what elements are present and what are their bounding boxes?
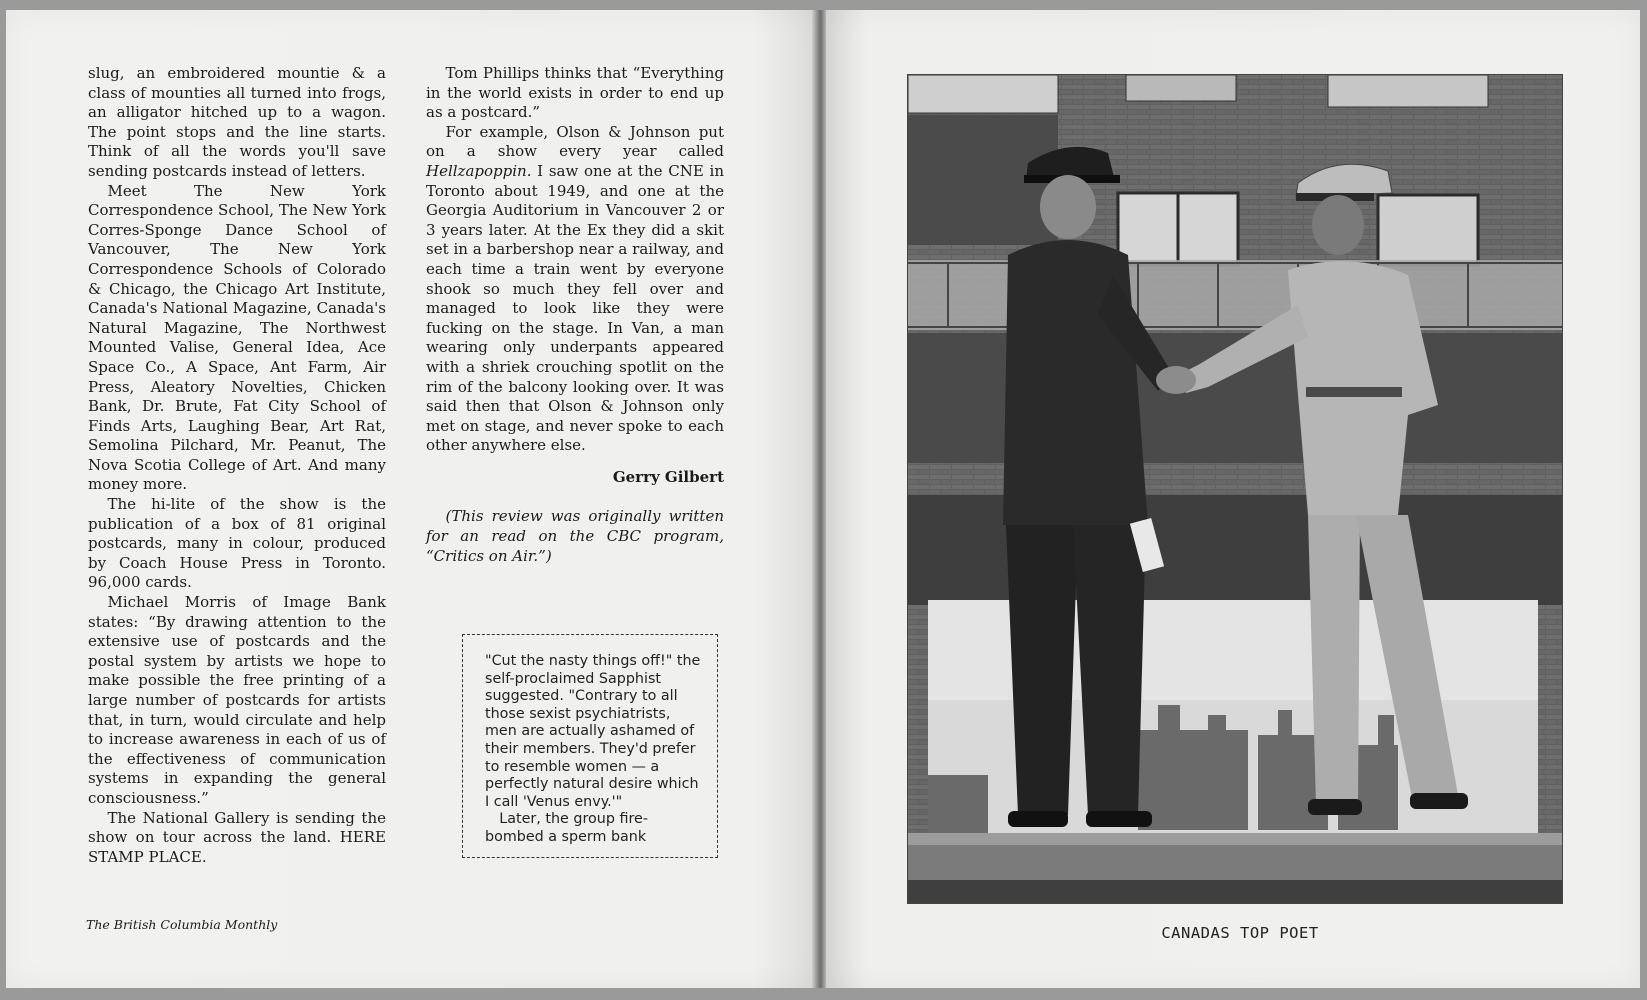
- photograph-two-men-handshake: [907, 74, 1563, 904]
- paragraph-text: I saw one at the CNE in Toronto about 1949, and one at the Georgia Auditorium in Vancouver 2 or 3 years later. At the Ex they did a skit set in a barbershop near a railway, and each time a train went by everyone shook so much they fell over and managed to look like they were fucking on the stage. In Van, a man wearing only underpants appeared with a shriek crouching spotlit on the rim of the balcony looking over. It was said then that Olson & Johnson only met on stage, and never spoke to each other anywhere else.: [426, 161, 724, 455]
- pasted-clipping: [462, 634, 718, 858]
- paragraph-text: For example, Olson & Johnson put on a show every year called: [426, 122, 724, 161]
- paragraph: The National Gallery is sending the show on tour across the land. HERE STAMP PLACE.: [88, 808, 386, 866]
- paragraph: Michael Morris of Image Bank states: “By drawing attention to the extensive use of postcards and the postal system by artists we hope to make possible the free printing of a large number of postcards for artists that, in turn, would circulate and help to increase awareness in each of us of the effectiveness of communication systems in expanding the general consciousness.”: [88, 593, 386, 807]
- show-title: Hellzapoppin.: [426, 161, 532, 180]
- paragraph: Meet The New York Correspondence School, The New York Corres-Sponge Dance School of Vancouver, The New York Correspondence Schools of Colorado & Chicago, the Chicago Art Institute, Canada's National Magazine, Canada's Natural Magazine, The Northwest Mounted Valise, General Idea, Ace Space Co., A Space, Ant Farm, Air Press, Aleatory Novelties, Chicken Bank, Dr. Brute, Fat City School of Finds Arts, Laughing Bear, Art Rat, Semolina Pilchard, Mr. Peanut, The Nova Scotia College of Art. And many money more.: [88, 181, 386, 494]
- magazine-footer: The British Columbia Monthly: [86, 917, 278, 932]
- article-column-right: [426, 64, 724, 566]
- photo-caption: CANADAS TOP POET: [1161, 924, 1319, 942]
- paragraph: The hi-lite of the show is the publication of a box of 81 original postcards, many in colour, produced by Coach House Press in Toronto. 96,000 cards.: [88, 495, 386, 592]
- editorial-note: (This review was originally written for an read on the CBC program, “Critics on Air.”): [426, 507, 724, 565]
- article-column-left: [88, 64, 386, 867]
- clipping-text: "Cut the nasty things off!" the self-proclaimed Sapphist suggested. "Contrary to all those sexist psychiatrists, men are actually ashamed of their members. They'd prefer to resemble women — a perfectly natural desire which I call 'Venus envy.'": [485, 653, 701, 810]
- paragraph: [426, 123, 724, 456]
- author-signature: Gerry Gilbert: [612, 467, 724, 486]
- clipping-text: Later, the group fire-bombed a sperm bank: [485, 811, 648, 845]
- photo-illustration: [908, 75, 1562, 903]
- paragraph: slug, an embroidered mountie & a class of mounties all turned into frogs, an alligator hitched up to a wagon. The point stops and the line starts. Think of all the words you'll save sending postcards instead of letters.: [88, 64, 386, 180]
- paragraph: Tom Phillips thinks that “Everything in the world exists in order to end up as a postcard.”: [426, 64, 724, 122]
